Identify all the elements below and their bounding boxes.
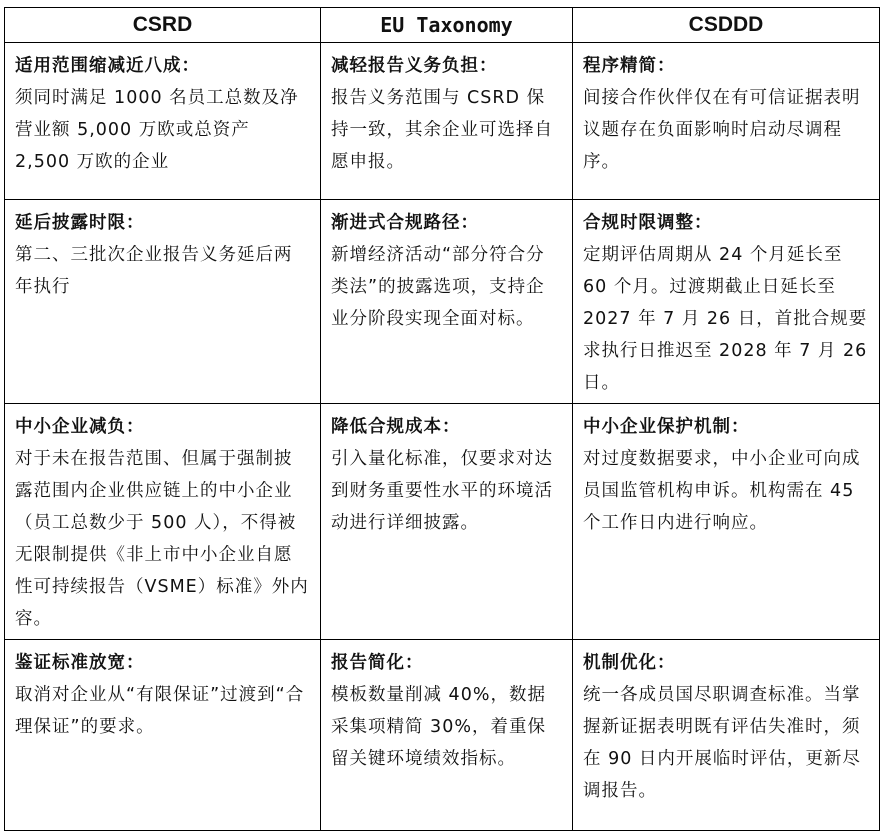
cell-title: 程序精简： xyxy=(583,56,676,76)
cell-body: 第二、三批次企业报告义务延后两年执行 xyxy=(15,245,293,297)
cell-body: 统一各成员国尽职调查标准。当掌握新证据表明既有评估失准时，须在 90 日内开展临时评估，更新尽调报告。 xyxy=(583,685,861,801)
cell-body: 模板数量削减 40%，数据采集项精简 30%，着重保留关键环境绩效指标。 xyxy=(331,685,546,769)
comparison-table xyxy=(4,7,880,831)
cell-title: 机制优化： xyxy=(583,653,676,673)
header-row xyxy=(5,8,880,43)
table-cell xyxy=(573,200,880,404)
table-cell xyxy=(573,43,880,200)
table-cell xyxy=(321,43,573,200)
table-cell xyxy=(5,640,321,831)
table-cell xyxy=(321,404,573,640)
table-row xyxy=(5,640,880,831)
cell-body: 取消对企业从“有限保证”过渡到“合理保证”的要求。 xyxy=(15,685,305,737)
cell-title: 降低合规成本： xyxy=(331,417,461,437)
table-cell xyxy=(321,640,573,831)
table-cell xyxy=(5,200,321,404)
cell-body: 间接合作伙伴仅在有可信证据表明议题存在负面影响时启动尽调程序。 xyxy=(583,88,861,172)
table-row xyxy=(5,404,880,640)
cell-body: 新增经济活动“部分符合分类法”的披露选项，支持企业分阶段实现全面对标。 xyxy=(331,245,545,329)
table-cell xyxy=(5,43,321,200)
cell-title: 中小企业保护机制： xyxy=(583,417,750,437)
cell-body: 须同时满足 1000 名员工总数及净营业额 5,000 万欧或总资产 2,500 万欧的企业 xyxy=(15,88,299,172)
cell-title: 中小企业减负： xyxy=(15,417,145,437)
table-row xyxy=(5,200,880,404)
cell-body: 对过度数据要求，中小企业可向成员国监管机构申诉。机构需在 45 个工作日内进行响应。 xyxy=(583,449,861,533)
cell-title: 合规时限调整： xyxy=(583,213,713,233)
table-cell xyxy=(573,640,880,831)
table-cell xyxy=(573,404,880,640)
cell-body: 引入量化标准，仅要求对达到财务重要性水平的环境活动进行详细披露。 xyxy=(331,449,553,533)
cell-title: 报告简化： xyxy=(331,653,424,673)
cell-body: 对于未在报告范围、但属于强制披露范围内企业供应链上的中小企业（员工总数少于 500 人），不得被无限制提供《非上市中小企业自愿性可持续报告（VSME）标准》外内容。 xyxy=(15,449,309,629)
cell-title: 延后披露时限： xyxy=(15,213,145,233)
table-row xyxy=(5,43,880,200)
header-eu-taxonomy: EU Taxonomy xyxy=(321,8,573,43)
cell-body: 报告义务范围与 CSRD 保持一致，其余企业可选择自愿申报。 xyxy=(331,88,553,172)
header-csrd: CSRD xyxy=(5,8,321,43)
table-cell xyxy=(321,200,573,404)
cell-body: 定期评估周期从 24 个月延长至 60 个月。过渡期截止日延长至 2027 年 7 月 26 日，首批合规要求执行日推迟至 2028 年 7 月 26 日。 xyxy=(583,245,868,393)
cell-title: 适用范围缩减近八成： xyxy=(15,56,200,76)
cell-title: 鉴证标准放宽： xyxy=(15,653,145,673)
header-csddd: CSDDD xyxy=(573,8,880,43)
cell-title: 渐进式合规路径： xyxy=(331,213,479,233)
table-cell xyxy=(5,404,321,640)
cell-title: 减轻报告义务负担： xyxy=(331,56,498,76)
